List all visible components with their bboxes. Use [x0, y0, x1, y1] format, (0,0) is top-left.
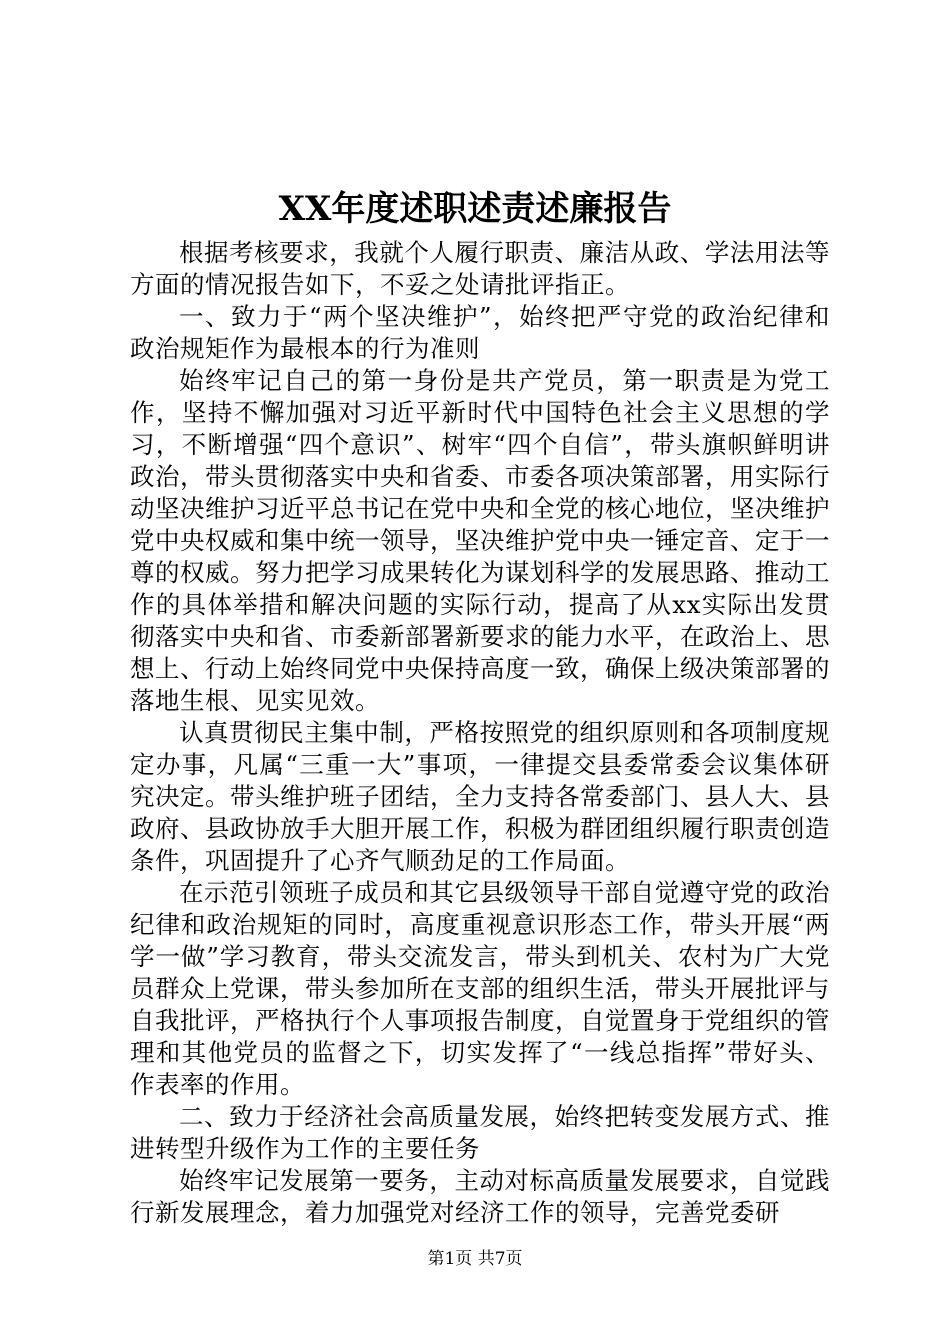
document-title: XX年度述职述责述廉报告 — [278, 189, 672, 229]
section-heading-1: 一、致力于“两个坚决维护”，始终把严守党的政治纪律和政治规矩作为最根本的行为准则 — [130, 302, 830, 363]
page-footer: 第1页 共7页 — [427, 1249, 523, 1269]
paragraph: 认真贯彻民主集中制，严格按照党的组织原则和各项制度规定办事，凡属“三重一大”事项，一律提交县委常委会议集体研究决定。带头维护班子团结，全力支持各常委部门、县人大、县政府、县政协放手大胆开展工作，积极为群团组织履行职责创造条件，巩固提升了心齐气顺劲足的工作局面。 — [130, 718, 830, 875]
paragraph: 在示范引领班子成员和其它县级领导干部自觉遵守党的政治纪律和政治规矩的同时，高度重视意识形态工作，带头开展“两学一做”学习教育，带头交流发言，带头到机关、农村为广大党员群众上党课，带头参加所在支部的组织生活，带头开展批评与自我批评，严格执行个人事项报告制度，自觉置身于党组织的管理和其他党员的监督之下，切实发挥了“一线总指挥”带好头、作表率的作用。 — [130, 878, 830, 1099]
paragraph: 始终牢记自己的第一身份是共产党员，第一职责是为党工作，坚持不懈加强对习近平新时代中国特色社会主义思想的学习，不断增强“四个意识”、树牢“四个自信”，带头旗帜鲜明讲政治，带头贯彻落实中央和省委、市委各项决策部署，用实际行动坚决维护习近平总书记在党中央和全党的核心地位，坚决维护党中央权威和集中统一领导，坚决维护党中央一锤定音、定于一尊的权威。努力把学习成果转化为谋划科学的发展思路、推动工作的具体举措和解决问题的实际行动，提高了从xx实际出发贯彻落实中央和省、市委新部署新要求的能力水平，在政治上、思想上、行动上始终同党中央保持高度一致，确保上级决策部署的落地生根、见实见效。 — [130, 366, 830, 715]
section-heading-2: 二、致力于经济社会高质量发展，始终把转变发展方式、推进转型升级作为工作的主要任务 — [130, 1102, 830, 1163]
paragraph-intro: 根据考核要求，我就个人履行职责、廉洁从政、学法用法等方面的情况报告如下，不妥之处请批评指正。 — [130, 238, 830, 299]
document-body — [130, 237, 830, 1229]
paragraph: 始终牢记发展第一要务，主动对标高质量发展要求，自觉践行新发展理念，着力加强党对经济工作的领导，完善党委研 — [130, 1166, 830, 1227]
